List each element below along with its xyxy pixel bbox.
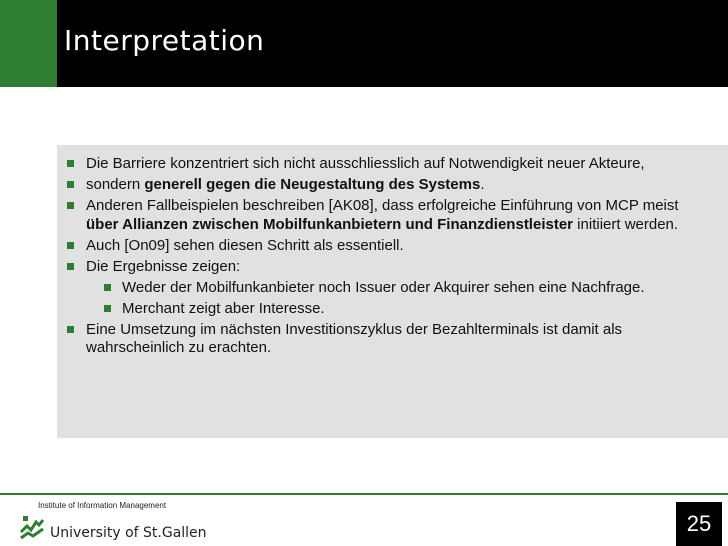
footer-divider: [0, 493, 728, 495]
square-bullet-icon: [67, 202, 74, 209]
bullet-item: [66, 155, 706, 174]
bullet-item: [66, 197, 706, 234]
square-bullet-icon: [104, 284, 111, 291]
bullet-text: Eine Umsetzung im nächsten Investitionszyklus der Bezahlterminals ist damit als wahrscheinlich zu erachten.: [86, 320, 623, 356]
title-bar: [0, 0, 728, 87]
page-number: 25: [686, 511, 712, 536]
bullet-item: [66, 258, 706, 277]
bullet-item: [66, 237, 706, 256]
sub-bullet-text: Weder der Mobilfunkanbieter noch Issuer oder Akquirer sehen eine Nachfrage.: [122, 278, 645, 296]
university-logo: [16, 501, 216, 545]
square-bullet-icon: [67, 160, 74, 167]
content-margin: [0, 145, 57, 438]
bullet-text: Auch [On09] sehen diesen Schritt als essentiell.: [86, 236, 404, 254]
sub-bullet-item: [66, 300, 706, 319]
sub-bullet-text: Merchant zeigt aber Interesse.: [122, 299, 325, 317]
square-bullet-icon: [67, 326, 74, 333]
bullet-item: [66, 176, 706, 195]
square-bullet-icon: [67, 181, 74, 188]
square-bullet-icon: [67, 263, 74, 270]
square-bullet-icon: [104, 305, 111, 312]
bullet-bold-text: generell gegen die Neugestaltung des Systems: [144, 176, 481, 193]
content-panel: [0, 145, 728, 438]
bullet-text: initiiert werden.: [573, 215, 679, 233]
institute-name: Institute of Information Management: [38, 501, 167, 510]
square-bullet-icon: [67, 242, 74, 249]
university-logo-icon: [18, 512, 46, 540]
page-number-box: [676, 502, 722, 546]
bullet-item: [66, 321, 706, 358]
bullet-text: sondern: [86, 176, 145, 193]
title-accent-block: [0, 0, 57, 87]
sub-bullet-item: [66, 279, 706, 298]
bullet-text: Die Ergebnisse zeigen:: [86, 257, 241, 275]
bullet-text: Die Barriere konzentriert sich nicht ausschliesslich auf Notwendigkeit neuer Akteure,: [86, 155, 645, 172]
bullet-list: [66, 155, 706, 360]
bullet-text: .: [480, 176, 485, 193]
bullet-text: Anderen Fallbeispielen beschreiben [AK08], dass erfolgreiche Einführung von MCP meist: [86, 197, 679, 214]
slide-title: Interpretation: [64, 24, 265, 57]
bullet-bold-text: über Allianzen zwischen Mobilfunkanbietern und Finanzdienstleister: [86, 215, 574, 233]
university-name: University of St.Gallen: [50, 525, 207, 541]
